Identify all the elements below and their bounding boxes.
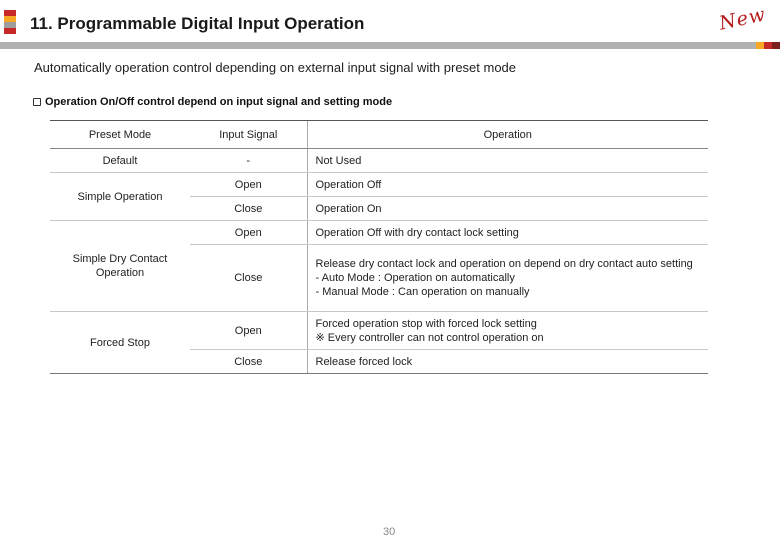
logo-square	[4, 28, 16, 34]
table-row	[50, 221, 708, 245]
operation-table	[50, 120, 708, 374]
bar-red-segment	[764, 42, 772, 49]
operation-cell: Operation On	[307, 197, 708, 221]
new-badge: New	[717, 3, 768, 35]
table-row	[50, 149, 708, 173]
bullet-text: Operation On/Off control depend on input signal and setting mode	[45, 96, 393, 108]
header-preset-mode: Preset Mode	[50, 121, 190, 149]
bar-yellow-segment	[756, 42, 764, 49]
operation-cell: Operation Off with dry contact lock setting	[307, 221, 708, 245]
bar-gray-segment	[0, 42, 756, 49]
brand-logo	[4, 10, 16, 34]
mode-cell: Default	[50, 149, 190, 173]
signal-cell: Close	[190, 245, 307, 312]
operation-cell: Release forced lock	[307, 350, 708, 374]
operation-cell: Not Used	[307, 149, 708, 173]
table-row	[50, 173, 708, 197]
bar-darkred-segment	[772, 42, 780, 49]
bullet-heading	[33, 96, 392, 108]
page-number: 30	[383, 526, 396, 538]
signal-cell: Open	[190, 312, 307, 350]
header-input-signal: Input Signal	[190, 121, 307, 149]
signal-cell: Open	[190, 221, 307, 245]
title-underline-bar	[0, 42, 780, 49]
header-operation: Operation	[307, 121, 708, 149]
table-row	[50, 312, 708, 350]
signal-cell: Close	[190, 350, 307, 374]
mode-cell: Simple Dry Contact Operation	[50, 221, 190, 312]
operation-cell: Release dry contact lock and operation on depend on dry contact auto setting - Auto Mode : Operation on automatically - Manual Mode : Can operation on manually	[307, 245, 708, 312]
mode-cell: Forced Stop	[50, 312, 190, 374]
page-title: 11. Programmable Digital Input Operation	[30, 14, 365, 33]
subtitle: Automatically operation control depending on external input signal with preset mode	[34, 60, 517, 75]
table-header-row	[50, 121, 708, 149]
signal-cell: Close	[190, 197, 307, 221]
signal-cell: Open	[190, 173, 307, 197]
checkbox-icon	[33, 98, 41, 106]
operation-cell: Forced operation stop with forced lock setting ※ Every controller can not control operation on	[307, 312, 708, 350]
operation-cell: Operation Off	[307, 173, 708, 197]
signal-cell: -	[190, 149, 307, 173]
mode-cell: Simple Operation	[50, 173, 190, 221]
